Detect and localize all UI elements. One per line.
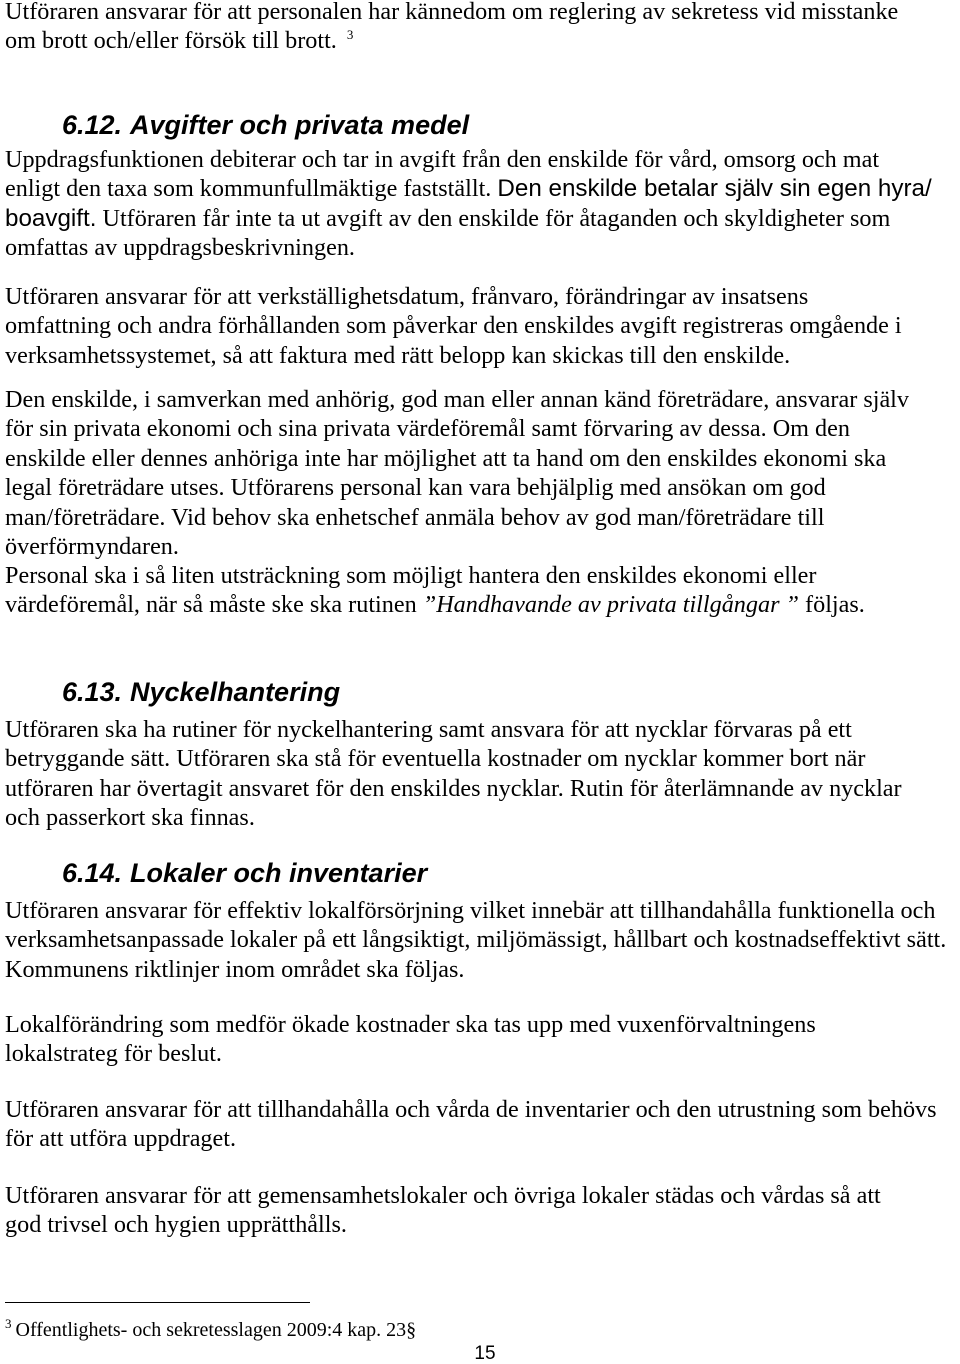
paragraph (5, 896, 946, 984)
text-line (5, 744, 902, 773)
text-segment: Kommunens riktlinjer inom området ska följas. (5, 955, 465, 983)
text-segment: verksamhetssystemet, så att faktura med rätt belopp kan skickas till den enskilde. (5, 341, 791, 369)
text-segment: betryggande sätt. Utföraren ska stå för eventuella kostnader om nycklar kommer bort när (5, 745, 866, 773)
footnote-reference: 3 (346, 27, 354, 43)
text-line (5, 561, 865, 590)
text-segment: man/företrädare. Vid behov ska enhetschef anmäla behov av god man/företrädare till (5, 503, 825, 531)
paragraph (5, 561, 865, 620)
text-line (5, 955, 946, 984)
text-segment: Personal ska i så liten utsträckning som möjligt hantera den enskildes ekonomi eller (5, 562, 817, 589)
paragraph (5, 715, 902, 833)
text-segment: enskilde eller dennes anhöriga inte har möjlighet att ta hand om den enskildes ekonomi ska (5, 444, 887, 472)
section-heading (62, 109, 469, 141)
section-title: Nyckelhantering (130, 677, 341, 707)
paragraph (5, 1181, 881, 1240)
text-line (5, 444, 909, 473)
text-segment: omfattning och andra förhållanden som påverkar den enskildes avgift registreras omgående i (5, 312, 902, 340)
routine-title: ”Handhavande av privata tillgångar ” (422, 591, 799, 619)
text-line (5, 715, 902, 744)
paragraph (5, 1095, 937, 1154)
text-line (5, 590, 865, 619)
text-segment: Utföraren ansvarar för att verkställighetsdatum, frånvaro, förändringar av insatsens (5, 283, 809, 310)
text-line (5, 1210, 881, 1239)
text-line (5, 341, 902, 370)
section-title: Lokaler och inventarier (130, 858, 428, 888)
paragraph (5, 282, 902, 370)
text-line (5, 204, 932, 233)
paragraph (5, 145, 932, 263)
text-line (5, 896, 946, 925)
footnote-marker: 3 (5, 1316, 12, 1332)
text-segment: Utföraren ansvarar för att gemensamhetslokaler och övriga lokaler städas och vårdas så att (5, 1182, 881, 1209)
text-line (5, 503, 909, 532)
text-segment: Utföraren ansvarar för att personalen har kännedom om reglering av sekretess vid misstanke (5, 0, 899, 25)
text-line (5, 1124, 937, 1153)
text-line (5, 925, 946, 954)
section-number: 6.13. (62, 677, 123, 707)
page-number: 15 (474, 1343, 496, 1364)
text-line (5, 803, 902, 832)
text-line (5, 145, 932, 174)
text-segment: boavgift. (5, 204, 97, 232)
intro-paragraph (5, 0, 898, 56)
text-line (5, 1039, 816, 1068)
text-line (5, 311, 902, 340)
text-segment: Lokalförändring som medför ökade kostnader ska tas upp med vuxenförvaltningens (5, 1011, 816, 1038)
text-segment: Utföraren ansvarar för effektiv lokalförsörjning vilket innebär att tillhandahålla funktionella och (5, 897, 936, 924)
text-line (5, 233, 932, 262)
text-segment: god trivsel och hygien upprätthålls. (5, 1211, 347, 1239)
text-segment: lokalstrateg för beslut. (5, 1040, 222, 1068)
section-number: 6.14. (62, 858, 123, 888)
text-segment: för sin privata ekonomi och sina privata värdeföremål samt förvaring av dessa. Om den (5, 415, 850, 443)
text-segment: följas. (799, 591, 865, 619)
text-segment: verksamhetsanpassade lokaler på ett långsiktigt, miljömässigt, hållbart och kostnadseffektivt sätt. (5, 926, 947, 954)
text-segment: omfattas av uppdragsbeskrivningen. (5, 234, 355, 262)
text-line (5, 0, 898, 26)
text-line (5, 282, 902, 311)
text-line (5, 1010, 816, 1039)
section-number: 6.12. (62, 110, 123, 140)
text-line (5, 532, 909, 561)
text-segment: Den enskilde betalar själv sin egen hyra/ (497, 175, 932, 203)
footnote (5, 1318, 416, 1342)
text-segment: Uppdragsfunktionen debiterar och tar in avgift från den enskilde för vård, omsorg och mat (5, 146, 880, 173)
text-line (5, 1181, 881, 1210)
text-segment: enligt den taxa som kommunfullmäktige fastställt. (5, 175, 498, 203)
text-segment: Utföraren får inte ta ut avgift av den enskilde för åtaganden och skyldigheter som (96, 204, 891, 232)
paragraph (5, 385, 909, 561)
section-heading (62, 857, 427, 889)
text-line (5, 414, 909, 443)
section-heading (62, 676, 340, 708)
text-line (5, 174, 932, 203)
text-segment: Utföraren ska ha rutiner för nyckelhantering samt ansvara för att nycklar förvaras på ett (5, 716, 852, 743)
section-title: Avgifter och privata medel (130, 110, 470, 140)
text-line (5, 774, 902, 803)
text-segment: om brott och/eller försök till brott. (5, 27, 337, 55)
text-segment: värdeföremål, när så måste ske ska rutinen (5, 591, 423, 619)
text-segment: överförmyndaren. (5, 532, 179, 560)
footnote-rule (5, 1302, 310, 1303)
text-segment: och passerkort ska finnas. (5, 804, 255, 832)
text-line (5, 1095, 937, 1124)
text-segment: för att utföra uppdraget. (5, 1125, 237, 1153)
footnote-text: Offentlighets- och sekretesslagen 2009:4 kap. 23§ (15, 1319, 417, 1341)
text-line (5, 473, 909, 502)
text-segment: Utföraren ansvarar för att tillhandahålla och vårda de inventarier och den utrustning som behövs (5, 1096, 937, 1123)
text-segment: utföraren har övertagit ansvaret för den enskildes nycklar. Rutin för återlämnande av nycklar (5, 774, 902, 802)
text-segment: Den enskilde, i samverkan med anhörig, god man eller annan känd företrädare, ansvarar själv (5, 386, 909, 413)
text-line (5, 385, 909, 414)
text-segment: legal företrädare utses. Utförarens personal kan vara behjälplig med ansökan om god (5, 474, 826, 502)
paragraph (5, 1010, 816, 1069)
text-line (5, 26, 898, 55)
